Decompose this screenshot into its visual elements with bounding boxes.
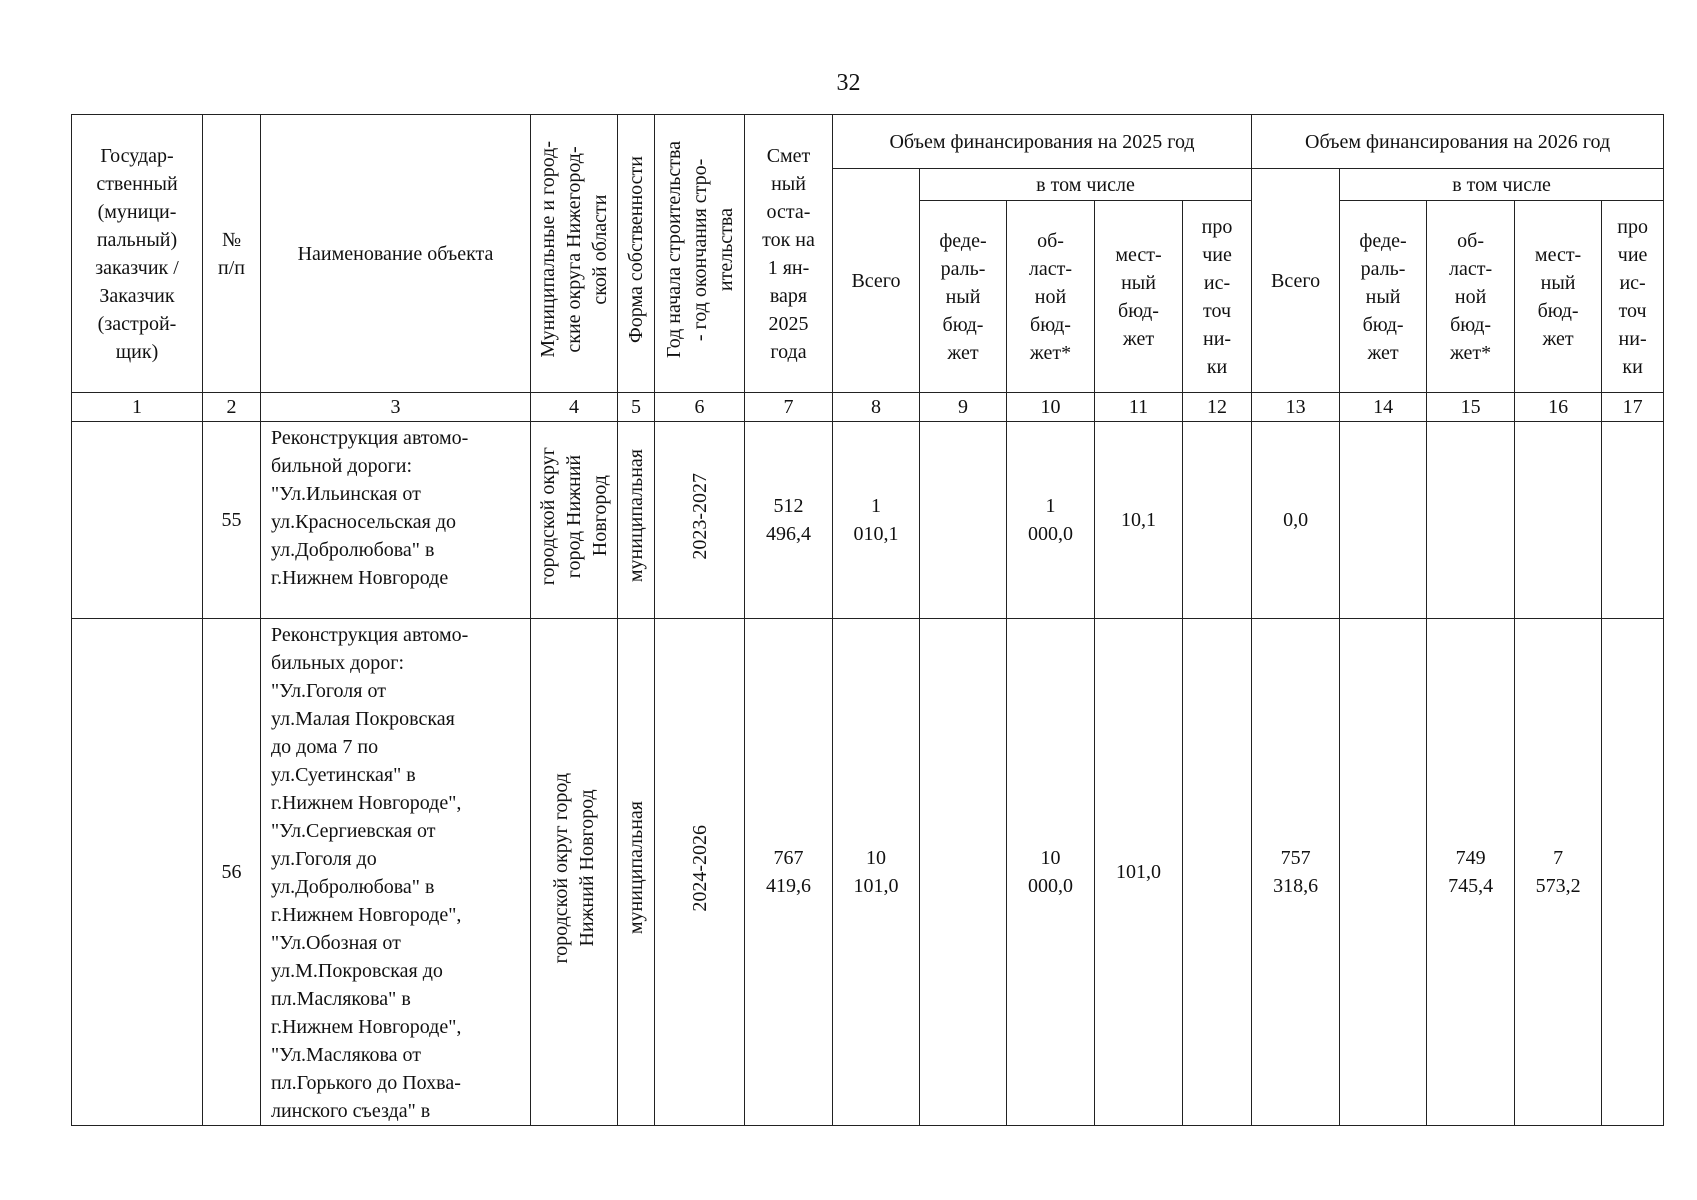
row-years: 2023-2027 (688, 472, 711, 560)
header-object-name: Наименование объекта (261, 115, 531, 393)
header-ownership: Форма собственности (625, 156, 647, 343)
header-other-2025: про чие ис- точ ни- ки (1183, 201, 1252, 393)
table-row (72, 619, 1664, 1126)
header-municipality-cell (531, 115, 618, 393)
row-municipality-cell (531, 422, 618, 619)
column-number: 14 (1340, 393, 1427, 422)
header-other-2026: про чие ис- точ ни- ки (1602, 201, 1664, 393)
row-regional-2026: 749 745,4 (1427, 619, 1515, 1126)
row-municipality: городской округ город Нижний Новгород (537, 446, 611, 586)
row-ownership-cell (618, 619, 655, 1126)
header-total-2026: Всего (1252, 169, 1340, 393)
row-total-2025: 1 010,1 (833, 422, 920, 619)
row-local-2025: 101,0 (1095, 619, 1183, 1126)
row-ownership-cell (618, 422, 655, 619)
row-estimate: 767 419,6 (745, 619, 833, 1126)
column-number: 6 (655, 393, 745, 422)
row-local-2025: 10,1 (1095, 422, 1183, 619)
header-including-2025: в том числе (920, 169, 1252, 201)
column-number: 8 (833, 393, 920, 422)
row-other-2025 (1183, 422, 1252, 619)
row-other-2025 (1183, 619, 1252, 1126)
row-federal-2026 (1340, 619, 1427, 1126)
row-customer (72, 422, 203, 619)
row-number: 56 (203, 619, 261, 1126)
header-customer: Государ- ственный (муници- пальный) заказчик / Заказчик (застрой- щик) (72, 115, 203, 393)
row-municipality: городской округ город Нижний Новгород (550, 772, 598, 964)
financing-table (71, 114, 1664, 1126)
row-object-name: Реконструкция автомо- бильных дорог: "Ул.Гоголя от ул.Малая Покровская до дома 7 по ул.Суетинская" в г.Нижнем Новгороде", "Ул.Сергиевская от ул.Гоголя до ул.Добролюбова" в г.Нижнем Новгороде", "Ул.Обозная от ул.М.Покровская до пл.Маслякова" в г.Нижнем Новгороде", "Ул.Маслякова от пл.Горького до Похва- линского съезда" в (261, 619, 531, 1126)
row-regional-2025: 10 000,0 (1007, 619, 1095, 1126)
table-row (72, 422, 1664, 619)
column-number-row (72, 393, 1664, 422)
row-years-cell (655, 422, 745, 619)
row-customer (72, 619, 203, 1126)
column-number: 16 (1515, 393, 1602, 422)
column-number: 13 (1252, 393, 1340, 422)
row-other-2026 (1602, 422, 1664, 619)
page-number: 32 (836, 70, 861, 96)
column-number: 11 (1095, 393, 1183, 422)
column-number: 4 (531, 393, 618, 422)
column-number: 15 (1427, 393, 1515, 422)
header-municipality: Муниципальные и город- ские округа Нижегород- ской области (537, 141, 611, 358)
row-total-2026: 757 318,6 (1252, 619, 1340, 1126)
header-fin-2025: Объем финансирования на 2025 год (833, 115, 1252, 169)
header-row-1 (72, 115, 1664, 169)
row-years-cell (655, 619, 745, 1126)
header-local-2026: мест- ный бюд- жет (1515, 201, 1602, 393)
row-ownership: муниципальная (625, 801, 647, 935)
column-number: 5 (618, 393, 655, 422)
row-federal-2025 (920, 422, 1007, 619)
row-ownership: муниципальная (625, 449, 647, 583)
header-estimate: Смет ный оста- ток на 1 ян- варя 2025 года (745, 115, 833, 393)
row-other-2026 (1602, 619, 1664, 1126)
row-total-2026: 0,0 (1252, 422, 1340, 619)
column-number: 17 (1602, 393, 1664, 422)
column-number: 10 (1007, 393, 1095, 422)
header-regional-2026: об- ласт- ной бюд- жет* (1427, 201, 1515, 393)
row-regional-2026 (1427, 422, 1515, 619)
header-including-2026: в том числе (1340, 169, 1664, 201)
header-number: № п/п (203, 115, 261, 393)
column-number: 2 (203, 393, 261, 422)
row-total-2025: 10 101,0 (833, 619, 920, 1126)
header-years: Год начала строительства - год окончания стро- ительства (662, 140, 737, 359)
row-object-name: Реконструкция автомо- бильной дороги: "Ул.Ильинская от ул.Красносельская до ул.Добролюбова" в г.Нижнем Новгороде (261, 422, 531, 619)
header-ownership-cell (618, 115, 655, 393)
row-federal-2026 (1340, 422, 1427, 619)
header-total-2025: Всего (833, 169, 920, 393)
column-number: 3 (261, 393, 531, 422)
row-number: 55 (203, 422, 261, 619)
header-fin-2026: Объем финансирования на 2026 год (1252, 115, 1664, 169)
column-number: 7 (745, 393, 833, 422)
row-local-2026 (1515, 422, 1602, 619)
column-number: 9 (920, 393, 1007, 422)
header-years-cell (655, 115, 745, 393)
header-local-2025: мест- ный бюд- жет (1095, 201, 1183, 393)
row-federal-2025 (920, 619, 1007, 1126)
row-regional-2025: 1 000,0 (1007, 422, 1095, 619)
column-number: 1 (72, 393, 203, 422)
header-federal-2026: феде- раль- ный бюд- жет (1340, 201, 1427, 393)
row-local-2026: 7 573,2 (1515, 619, 1602, 1126)
column-number: 12 (1183, 393, 1252, 422)
header-regional-2025: об- ласт- ной бюд- жет* (1007, 201, 1095, 393)
row-years: 2024-2026 (688, 824, 711, 912)
row-municipality-cell (531, 619, 618, 1126)
header-federal-2025: феде- раль- ный бюд- жет (920, 201, 1007, 393)
row-estimate: 512 496,4 (745, 422, 833, 619)
